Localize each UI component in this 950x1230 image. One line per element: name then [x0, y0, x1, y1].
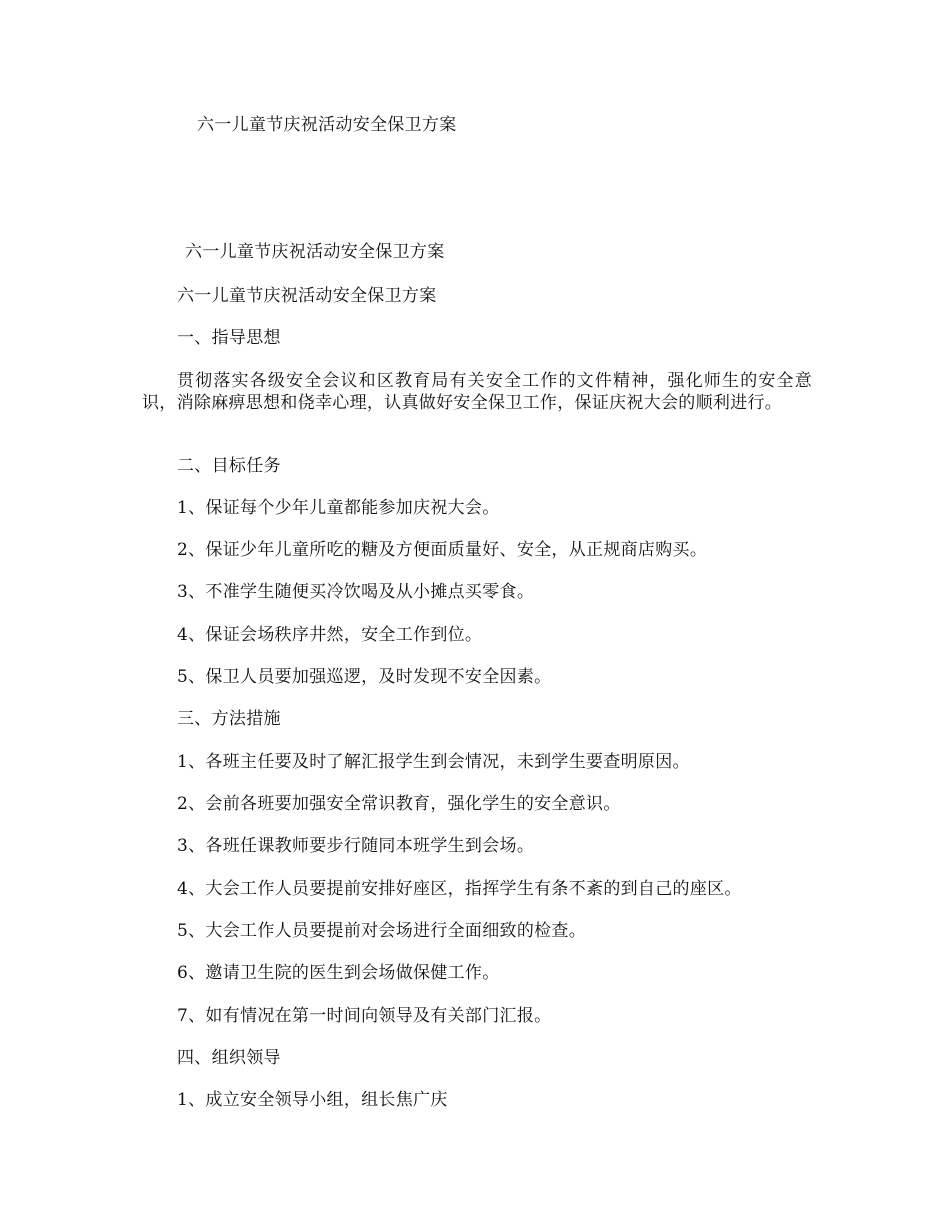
list-item: 5、大会工作人员要提前对会场进行全面细致的检查。 — [177, 921, 587, 941]
list-item: 7、如有情况在第一时间向领导及有关部门汇报。 — [177, 1006, 552, 1026]
list-item: 5、保卫人员要加强巡逻，及时发现不安全因素。 — [177, 667, 552, 687]
list-item: 2、会前各班要加强安全常识教育，强化学生的安全意识。 — [177, 794, 621, 814]
section-heading-organization: 四、组织领导 — [177, 1048, 281, 1068]
header-title: 六一儿童节庆祝活动安全保卫方案 — [197, 115, 457, 135]
list-item: 1、保证每个少年儿童都能参加庆祝大会。 — [177, 498, 500, 518]
list-item: 1、成立安全领导小组，组长焦广庆 — [177, 1090, 448, 1110]
list-item: 6、邀请卫生院的医生到会场做保健工作。 — [177, 963, 500, 983]
section-heading-measures: 三、方法措施 — [177, 709, 281, 729]
list-item: 3、不准学生随便买冷饮喝及从小摊点买零食。 — [177, 582, 535, 602]
list-item: 4、大会工作人员要提前安排好座区，指挥学生有条不紊的到自己的座区。 — [177, 879, 742, 899]
document-subtitle: 六一儿童节庆祝活动安全保卫方案 — [177, 286, 437, 306]
list-item: 3、各班任课教师要步行随同本班学生到会场。 — [177, 836, 535, 856]
section-heading-guiding-ideology: 一、指导思想 — [177, 328, 281, 348]
list-item: 2、保证少年儿童所吃的糖及方便面质量好、安全，从正规商店购买。 — [177, 540, 708, 560]
list-item: 4、保证会场秩序井然，安全工作到位。 — [177, 625, 483, 645]
section-heading-objectives: 二、目标任务 — [177, 456, 281, 476]
section-paragraph-guiding-ideology: 贯彻落实各级安全会议和区教育局有关安全工作的文件精神，强化师生的安全意识，消除麻痹思想和侥幸心理，认真做好安全保卫工作，保证庆祝大会的顺利进行。 — [142, 371, 812, 413]
document-title: 六一儿童节庆祝活动安全保卫方案 — [185, 242, 445, 262]
list-item: 1、各班主任要及时了解汇报学生到会情况，未到学生要查明原因。 — [177, 752, 690, 772]
